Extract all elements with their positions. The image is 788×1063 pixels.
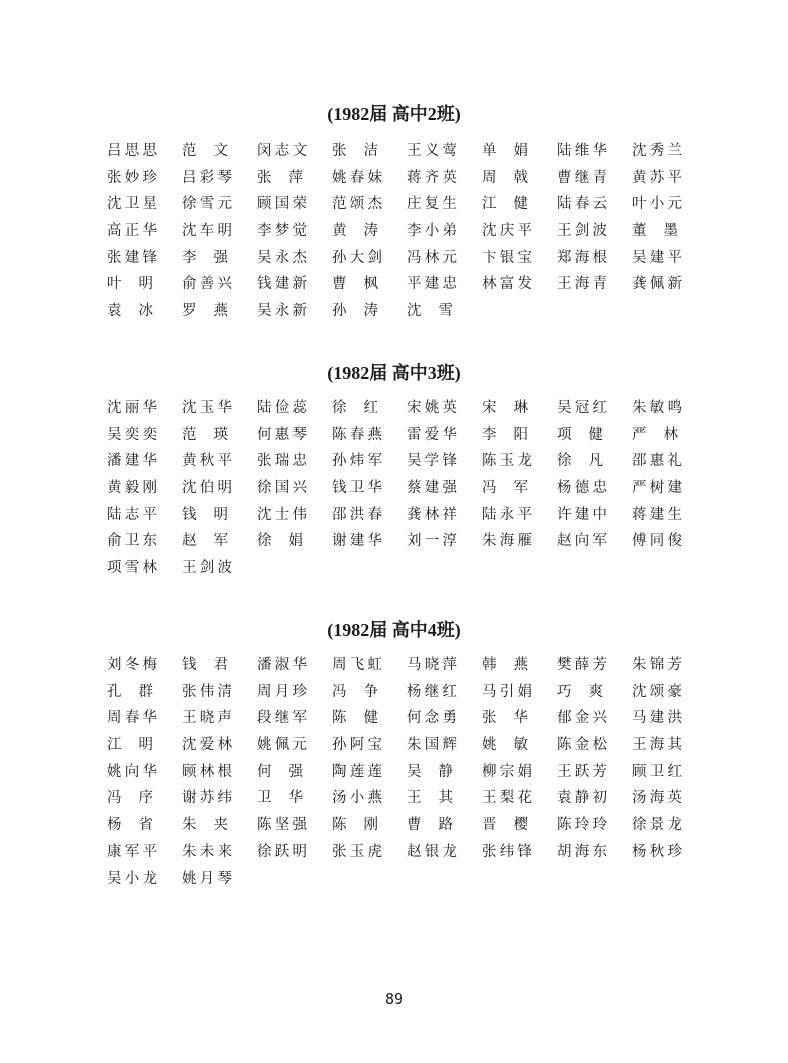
student-name: 陆春云 bbox=[557, 196, 607, 213]
student-name: 吴奕奕 bbox=[107, 426, 157, 443]
student-name: 何强 bbox=[257, 763, 303, 780]
student-name: 袁静初 bbox=[557, 790, 607, 807]
student-name: 曹枫 bbox=[332, 276, 378, 293]
student-name: 江健 bbox=[482, 196, 528, 213]
student-name: 马引娟 bbox=[482, 683, 532, 700]
student-name: 吴冠红 bbox=[557, 400, 607, 416]
student-name: 钱明 bbox=[182, 506, 228, 523]
student-name: 冯序 bbox=[107, 790, 153, 807]
student-name: 王梨花 bbox=[482, 790, 532, 807]
student-name: 叶小元 bbox=[632, 196, 682, 213]
student-name: 段继军 bbox=[257, 710, 307, 727]
student-name: 朱夹 bbox=[182, 817, 228, 834]
student-name: 沈雪 bbox=[407, 303, 453, 320]
student-name: 刘一淳 bbox=[407, 533, 457, 550]
student-name: 郁金兴 bbox=[557, 710, 607, 727]
student-name: 朱国辉 bbox=[407, 737, 457, 754]
student-name: 李小弟 bbox=[407, 223, 457, 240]
student-name: 冯争 bbox=[332, 683, 378, 700]
student-name: 沈爱林 bbox=[182, 737, 232, 754]
student-name: 周戟 bbox=[482, 169, 528, 186]
student-name: 顾国荣 bbox=[257, 196, 307, 213]
student-name: 王晓声 bbox=[182, 710, 232, 727]
student-name: 沈颂豪 bbox=[632, 683, 682, 700]
student-name: 汤小燕 bbox=[332, 790, 382, 807]
student-name: 姚佩元 bbox=[257, 737, 307, 754]
student-name: 冯军 bbox=[482, 480, 528, 497]
student-name: 江明 bbox=[107, 737, 153, 754]
student-name: 巧爽 bbox=[557, 683, 603, 700]
student-name: 张伟清 bbox=[182, 683, 232, 700]
student-name: 赵向军 bbox=[557, 533, 607, 550]
student-name: 孙涛 bbox=[332, 303, 378, 320]
student-name: 孙大剑 bbox=[332, 249, 382, 266]
student-name: 张建锋 bbox=[107, 249, 157, 266]
student-name: 沈车明 bbox=[182, 223, 232, 240]
student-name: 徐景龙 bbox=[632, 817, 682, 834]
student-name: 董墨 bbox=[632, 223, 678, 240]
student-name: 陈坚强 bbox=[257, 817, 307, 834]
student-name: 吕思思 bbox=[107, 143, 157, 159]
student-name: 沈秀兰 bbox=[632, 143, 682, 159]
student-name: 严林 bbox=[632, 426, 678, 443]
student-name: 陈玲玲 bbox=[557, 817, 607, 834]
student-name: 傅同俊 bbox=[632, 533, 682, 550]
student-name: 卞银宝 bbox=[482, 249, 532, 266]
student-name: 马晓萍 bbox=[407, 657, 457, 673]
name-grid-class-4 bbox=[107, 652, 707, 892]
student-name: 周月珍 bbox=[257, 683, 307, 700]
student-name: 沈卫星 bbox=[107, 196, 157, 213]
student-name: 周春华 bbox=[107, 710, 157, 727]
student-name: 单娟 bbox=[482, 143, 528, 159]
student-name: 王海青 bbox=[557, 276, 607, 293]
student-name: 谢建华 bbox=[332, 533, 382, 550]
student-name: 沈丽华 bbox=[107, 400, 157, 416]
student-name: 汤海英 bbox=[632, 790, 682, 807]
student-name: 潘建华 bbox=[107, 453, 157, 470]
student-name: 蔡建强 bbox=[407, 480, 457, 497]
student-name: 顾卫红 bbox=[632, 763, 682, 780]
student-name: 杨继红 bbox=[407, 683, 457, 700]
student-name: 林富发 bbox=[482, 276, 532, 293]
student-name: 项健 bbox=[557, 426, 603, 443]
student-name: 俞卫东 bbox=[107, 533, 157, 550]
student-name: 孙阿宝 bbox=[332, 737, 382, 754]
student-name: 刘冬梅 bbox=[107, 657, 157, 673]
student-name: 韩燕 bbox=[482, 657, 528, 673]
student-name: 罗燕 bbox=[182, 303, 228, 320]
student-name: 陆俭蕊 bbox=[257, 400, 307, 416]
student-name: 黄苏平 bbox=[632, 169, 682, 186]
student-name: 张华 bbox=[482, 710, 528, 727]
student-name: 钱建新 bbox=[257, 276, 307, 293]
student-name: 庄复生 bbox=[407, 196, 457, 213]
student-name: 徐娟 bbox=[257, 533, 303, 550]
student-name: 王义莺 bbox=[407, 143, 457, 159]
student-name: 陆永平 bbox=[482, 506, 532, 523]
student-name: 杨秋珍 bbox=[632, 843, 682, 860]
student-name: 杨省 bbox=[107, 817, 153, 834]
student-name: 王其 bbox=[407, 790, 453, 807]
student-name: 吴小龙 bbox=[107, 870, 157, 887]
student-name: 徐雪元 bbox=[182, 196, 232, 213]
student-name: 陈健 bbox=[332, 710, 378, 727]
student-name: 许建中 bbox=[557, 506, 607, 523]
student-name: 龚佩新 bbox=[632, 276, 682, 293]
student-name: 郑海根 bbox=[557, 249, 607, 266]
student-name: 雷爱华 bbox=[407, 426, 457, 443]
student-name: 项雪林 bbox=[107, 560, 157, 577]
student-name: 赵军 bbox=[182, 533, 228, 550]
student-name: 张瑞忠 bbox=[257, 453, 307, 470]
student-name: 沈庆平 bbox=[482, 223, 532, 240]
name-grid-class-2 bbox=[107, 138, 707, 325]
student-name: 黄秋平 bbox=[182, 453, 232, 470]
student-name: 姚敏 bbox=[482, 737, 528, 754]
student-name: 姚春妹 bbox=[332, 169, 382, 186]
page-number: 89 bbox=[384, 990, 404, 1008]
section-title-class-4: (1982届 高中4班) bbox=[327, 620, 461, 640]
student-name: 陶莲莲 bbox=[332, 763, 382, 780]
student-name: 宋琳 bbox=[482, 400, 528, 416]
student-name: 姚月琴 bbox=[182, 870, 232, 887]
student-name: 胡海东 bbox=[557, 843, 607, 860]
student-name: 朱敏鸣 bbox=[632, 400, 682, 416]
student-name: 康军平 bbox=[107, 843, 157, 860]
student-name: 陈春燕 bbox=[332, 426, 382, 443]
student-name: 马建洪 bbox=[632, 710, 682, 727]
student-name: 周飞虹 bbox=[332, 657, 382, 673]
student-name: 沈伯明 bbox=[182, 480, 232, 497]
student-name: 朱未来 bbox=[182, 843, 232, 860]
student-name: 范文 bbox=[182, 143, 228, 159]
student-name: 宋姚英 bbox=[407, 400, 457, 416]
student-name: 钱卫华 bbox=[332, 480, 382, 497]
student-name: 徐凡 bbox=[557, 453, 603, 470]
student-name: 王海其 bbox=[632, 737, 682, 754]
student-name: 何念勇 bbox=[407, 710, 457, 727]
student-name: 高正华 bbox=[107, 223, 157, 240]
section-title-class-2: (1982届 高中2班) bbox=[327, 104, 461, 124]
student-name: 黄毅刚 bbox=[107, 480, 157, 497]
student-name: 朱海雁 bbox=[482, 533, 532, 550]
student-name: 闵志文 bbox=[257, 143, 307, 159]
student-name: 陆维华 bbox=[557, 143, 607, 159]
student-name: 吕彩琴 bbox=[182, 169, 232, 186]
student-name: 李阳 bbox=[482, 426, 528, 443]
student-name: 孔群 bbox=[107, 683, 153, 700]
student-name: 邵惠礼 bbox=[632, 453, 682, 470]
student-name: 张萍 bbox=[257, 169, 303, 186]
student-name: 孙炜军 bbox=[332, 453, 382, 470]
student-name: 袁冰 bbox=[107, 303, 153, 320]
student-name: 吴永杰 bbox=[257, 249, 307, 266]
student-name: 顾林根 bbox=[182, 763, 232, 780]
student-name: 吴静 bbox=[407, 763, 453, 780]
student-name: 徐跃明 bbox=[257, 843, 307, 860]
student-name: 何惠琴 bbox=[257, 426, 307, 443]
student-name: 柳宗娟 bbox=[482, 763, 532, 780]
student-name: 严树建 bbox=[632, 480, 682, 497]
student-name: 陈金松 bbox=[557, 737, 607, 754]
student-name: 李梦觉 bbox=[257, 223, 307, 240]
student-name: 范颂杰 bbox=[332, 196, 382, 213]
student-name: 吴永新 bbox=[257, 303, 307, 320]
student-name: 曹路 bbox=[407, 817, 453, 834]
student-name: 王跃芳 bbox=[557, 763, 607, 780]
student-name: 潘淑华 bbox=[257, 657, 307, 673]
student-name: 蒋齐英 bbox=[407, 169, 457, 186]
student-name: 徐国兴 bbox=[257, 480, 307, 497]
student-name: 张纬锋 bbox=[482, 843, 532, 860]
student-name: 卫华 bbox=[257, 790, 303, 807]
student-name: 杨德忠 bbox=[557, 480, 607, 497]
student-name: 陈玉龙 bbox=[482, 453, 532, 470]
student-name: 吴学锋 bbox=[407, 453, 457, 470]
student-name: 谢苏纬 bbox=[182, 790, 232, 807]
student-name: 黄涛 bbox=[332, 223, 378, 240]
student-name: 陈刚 bbox=[332, 817, 378, 834]
student-name: 王剑波 bbox=[182, 560, 232, 577]
student-name: 赵银龙 bbox=[407, 843, 457, 860]
student-name: 曹继青 bbox=[557, 169, 607, 186]
student-name: 徐红 bbox=[332, 400, 378, 416]
student-name: 吴建平 bbox=[632, 249, 682, 266]
student-name: 沈士伟 bbox=[257, 506, 307, 523]
name-grid-class-3 bbox=[107, 395, 707, 582]
student-name: 沈玉华 bbox=[182, 400, 232, 416]
student-name: 朱锦芳 bbox=[632, 657, 682, 673]
section-title-class-3: (1982届 高中3班) bbox=[327, 363, 461, 383]
student-name: 钱君 bbox=[182, 657, 228, 673]
student-name: 李强 bbox=[182, 249, 228, 266]
student-name: 冯林元 bbox=[407, 249, 457, 266]
student-name: 张妙珍 bbox=[107, 169, 157, 186]
student-name: 樊薛芳 bbox=[557, 657, 607, 673]
student-name: 姚向华 bbox=[107, 763, 157, 780]
student-name: 王剑波 bbox=[557, 223, 607, 240]
student-name: 叶明 bbox=[107, 276, 153, 293]
student-name: 范瑛 bbox=[182, 426, 228, 443]
student-name: 邵洪春 bbox=[332, 506, 382, 523]
student-name: 蒋建生 bbox=[632, 506, 682, 523]
student-name: 俞善兴 bbox=[182, 276, 232, 293]
student-name: 平建忠 bbox=[407, 276, 457, 293]
student-name: 张洁 bbox=[332, 143, 378, 159]
student-name: 晋樱 bbox=[482, 817, 528, 834]
student-name: 龚林祥 bbox=[407, 506, 457, 523]
student-name: 张玉虎 bbox=[332, 843, 382, 860]
student-name: 陆志平 bbox=[107, 506, 157, 523]
